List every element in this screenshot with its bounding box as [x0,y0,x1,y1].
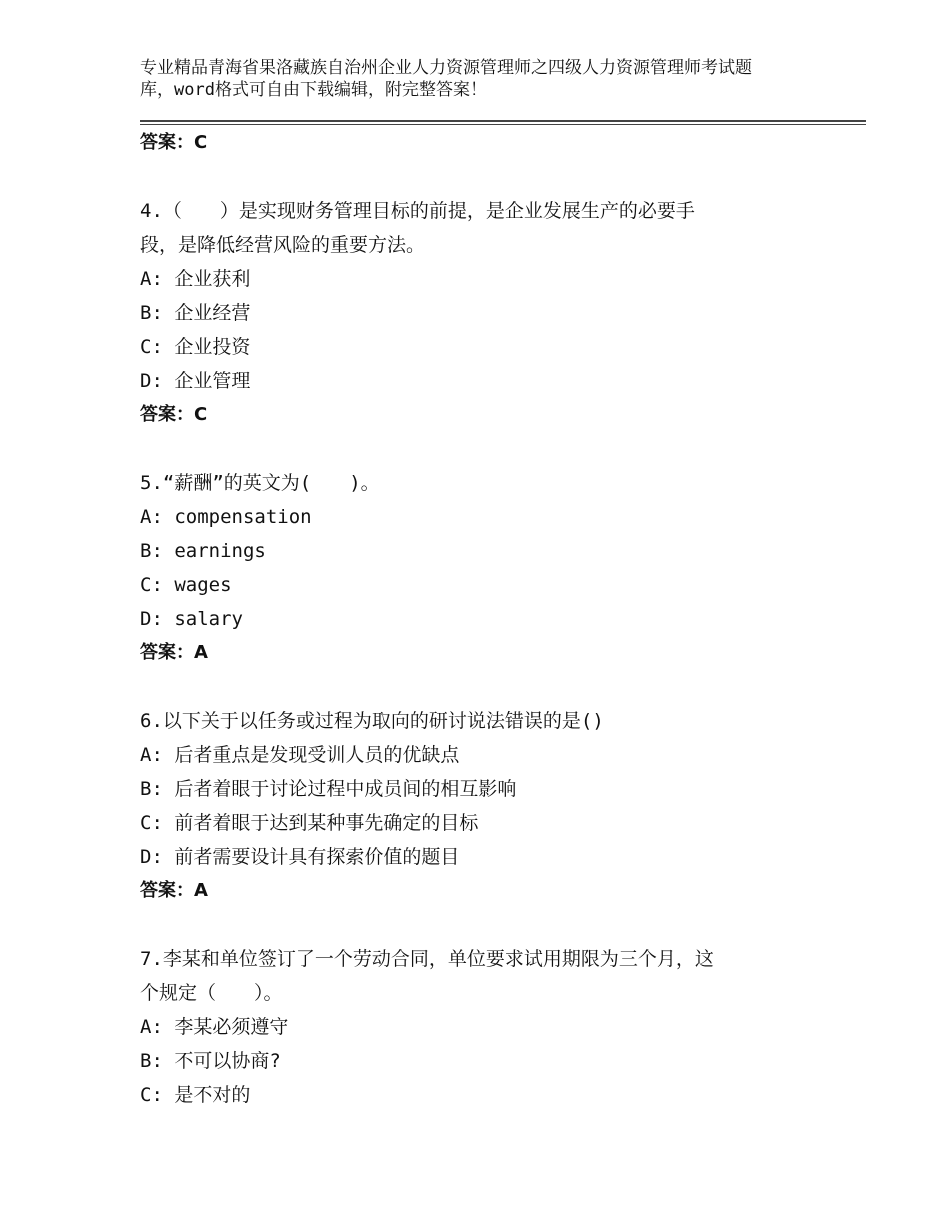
option-a: A: 企业获利 [140,268,251,290]
answer-line: 答案：C [140,404,208,425]
question-list [140,126,830,1112]
option-a: A: 后者重点是发现受训人员的优缺点 [140,744,460,766]
option-a: A: 李某必须遵守 [140,1016,289,1038]
question-4 [140,194,830,432]
option-b: B: earnings [140,540,266,562]
question-stem-cont: 段，是降低经营风险的重要方法。 [140,234,426,256]
question-stem: 6.以下关于以任务或过程为取向的研讨说法错误的是() [140,710,604,732]
header-line-2: 库，word格式可自由下载编辑，附完整答案！ [140,80,487,100]
question-7 [140,942,830,1112]
header-rule-thin [140,124,866,125]
option-c: C: 前者着眼于达到某种事先确定的目标 [140,812,479,834]
option-b: B: 后者着眼于讨论过程中成员间的相互影响 [140,778,517,800]
option-a: A: compensation [140,506,312,528]
option-b: B: 企业经营 [140,302,251,324]
question-5 [140,466,830,670]
question-stem: 4.（ ）是实现财务管理目标的前提，是企业发展生产的必要手 [140,200,695,222]
document-header [140,57,840,101]
question-stem-cont: 个规定（ ）。 [140,982,283,1004]
header-line-1: 专业精品青海省果洛藏族自治州企业人力资源管理师之四级人力资源管理师考试题 [140,58,752,78]
question-stem: 7.李某和单位签订了一个劳动合同，单位要求试用期限为三个月，这 [140,948,714,970]
option-b: B: 不可以协商? [140,1050,281,1072]
answer-line: 答案：A [140,642,208,663]
option-d: D: salary [140,608,243,630]
answer-line: 答案：A [140,880,208,901]
question-stem: 5.“薪酬”的英文为( )。 [140,472,380,494]
question-6 [140,704,830,908]
option-c: C: wages [140,574,232,596]
answer-line: 答案：C [140,132,208,153]
option-c: C: 企业投资 [140,336,251,358]
option-c: C: 是不对的 [140,1084,251,1106]
header-rule [140,120,866,122]
option-d: D: 前者需要设计具有探索价值的题目 [140,846,460,868]
option-d: D: 企业管理 [140,370,251,392]
